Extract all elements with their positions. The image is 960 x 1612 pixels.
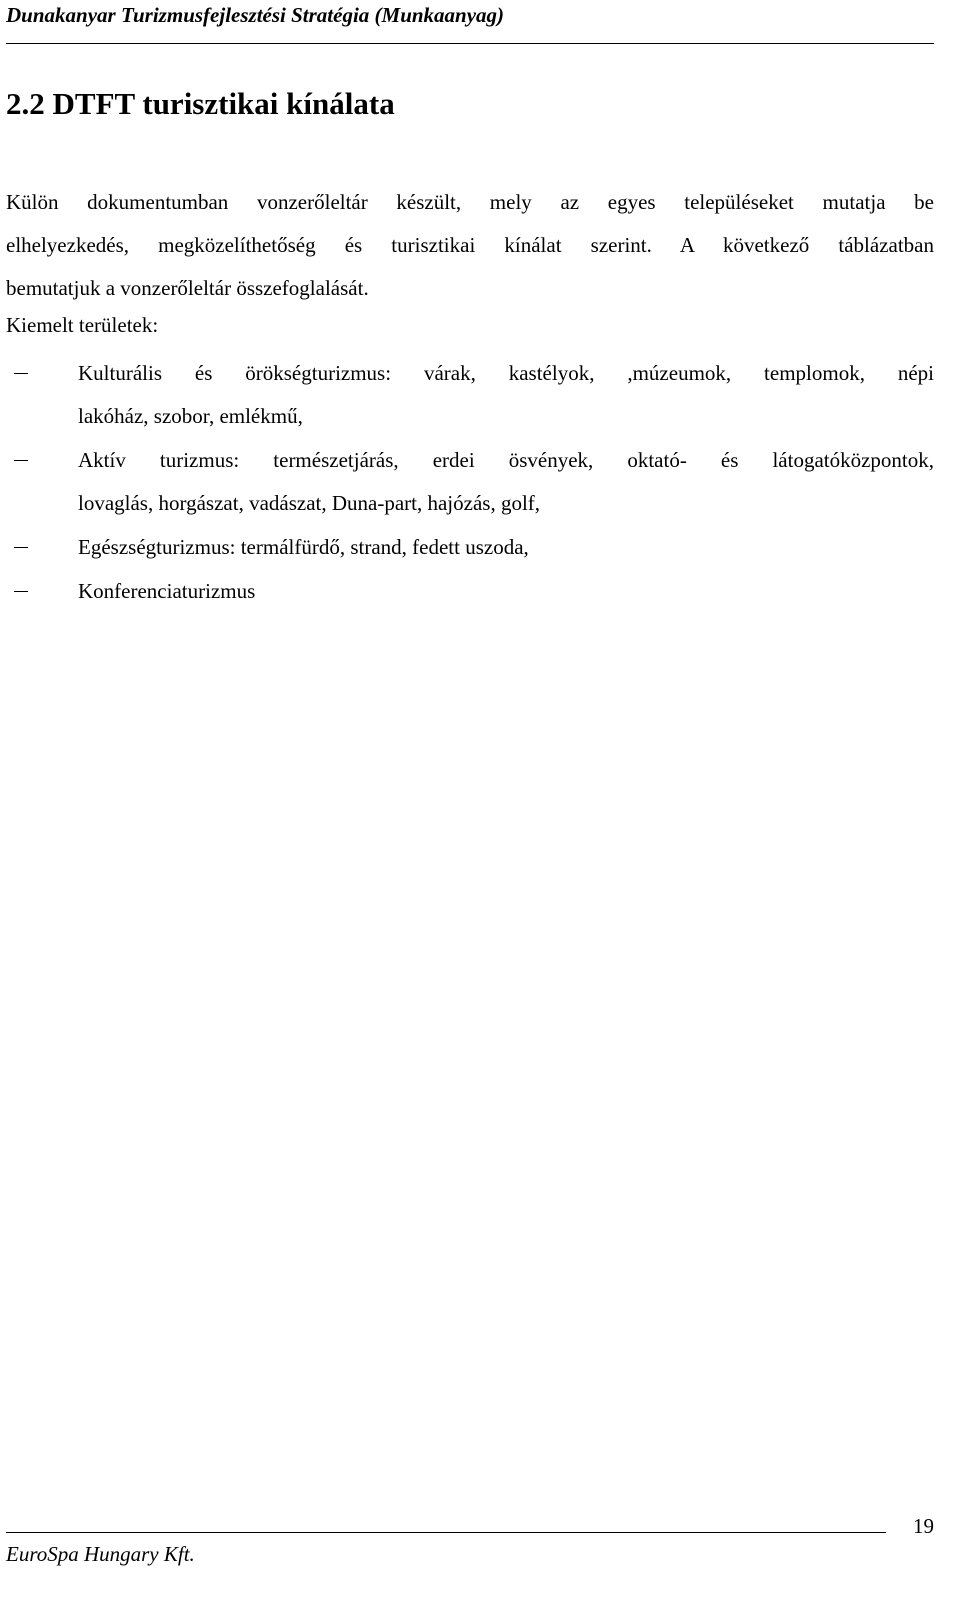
list-item bbox=[6, 439, 934, 525]
intro-line: bemutatjuk a vonzerőleltár összefoglalását. bbox=[6, 276, 369, 300]
header-divider bbox=[6, 43, 934, 44]
list-item-line: Kulturális és örökségturizmus: várak, kastélyok, ,múzeumok, templomok, népi bbox=[78, 361, 934, 385]
dash-bullet-icon bbox=[14, 460, 28, 461]
dash-bullet-icon bbox=[14, 373, 28, 374]
intro-paragraph bbox=[6, 181, 934, 310]
highlighted-areas-list bbox=[6, 352, 934, 614]
list-item-line: Konferenciaturizmus bbox=[78, 579, 256, 603]
footer-company-name: EuroSpa Hungary Kft. bbox=[6, 1542, 195, 1566]
list-item-line: lovaglás, horgászat, vadászat, Duna-part, hajózás, golf, bbox=[78, 491, 541, 515]
intro-line: Külön dokumentumban vonzerőleltár készült, mely az egyes településeket mutatja be bbox=[6, 190, 934, 214]
list-item-line: Egészségturizmus: termálfürdő, strand, fedett uszoda, bbox=[78, 535, 529, 559]
footer-divider bbox=[6, 1532, 886, 1533]
list-item-line: Aktív turizmus: természetjárás, erdei ösvények, oktató- és látogatóközpontok, bbox=[78, 448, 934, 472]
page-number: 19 bbox=[913, 1514, 934, 1538]
list-item bbox=[6, 352, 934, 438]
dash-bullet-icon bbox=[14, 591, 28, 592]
intro-line: elhelyezkedés, megközelíthetőség és turisztikai kínálat szerint. A következő táblázatban bbox=[6, 233, 934, 257]
running-header-title: Dunakanyar Turizmusfejlesztési Stratégia (Munkaanyag) bbox=[6, 3, 505, 27]
dash-bullet-icon bbox=[14, 547, 28, 548]
highlighted-areas-label: Kiemelt területek: bbox=[6, 313, 159, 337]
list-item bbox=[6, 526, 934, 569]
section-heading: 2.2 DTFT turisztikai kínálata bbox=[6, 86, 395, 121]
list-item bbox=[6, 570, 934, 613]
list-item-line: lakóház, szobor, emlékmű, bbox=[78, 404, 303, 428]
